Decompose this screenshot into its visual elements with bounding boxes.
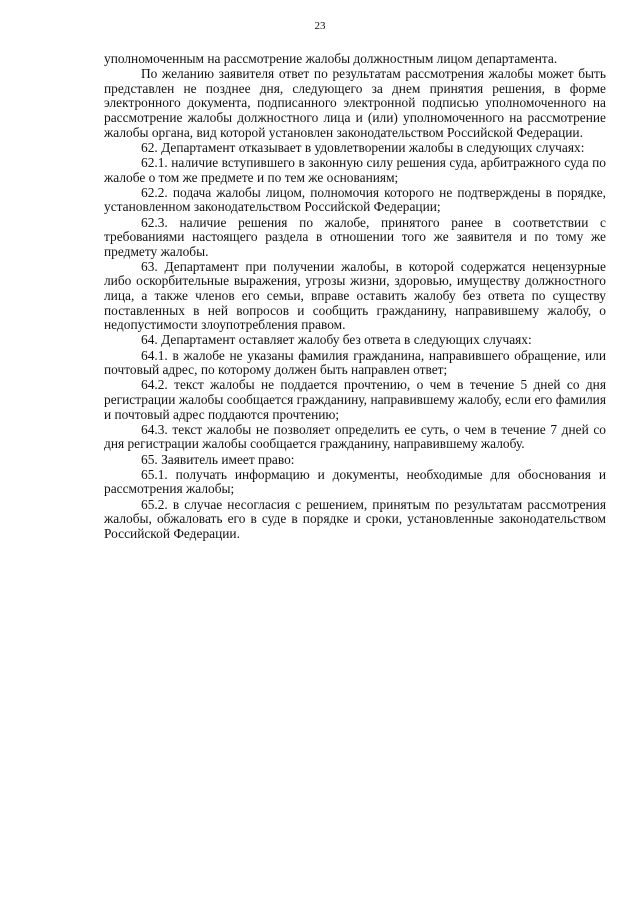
paragraph-64: 64. Департамент оставляет жалобу без ответа в следующих случаях:	[141, 332, 532, 348]
paragraph-63: 63. Департамент при получении жалобы, в которой содержатся нецензурные либо оскорбительные выражения, угрозы жизни, здоровью, имуществу должностного лица, а также членов его семьи, вправе оставить жалобу без ответа по существу поставленных в ней вопросов и сообщить гражданину, направившему жалобу, о недопустимости злоупотребления правом.	[104, 258, 606, 333]
paragraph-62-1: 62.1. наличие вступившего в законную силу решения суда, арбитражного суда по жалобе о том же предмете и по тем же основаниям;	[104, 154, 606, 185]
paragraph-62-3: 62.3. наличие решения по жалобе, принятого ранее в соответствии с требованиями настоящего раздела в отношении того же заявителя и по тому же предмету жалобы.	[104, 214, 606, 259]
paragraph-62-2: 62.2. подача жалобы лицом, полномочия которого не подтверждены в порядке, установленном законодательством Российской Федерации;	[104, 184, 606, 215]
paragraph-65: 65. Заявитель имеет право:	[141, 451, 295, 467]
paragraph-65-1: 65.1. получать информацию и документы, необходимые для обоснования и рассмотрения жалобы;	[104, 466, 606, 497]
document-body	[104, 52, 606, 542]
paragraph-62: 62. Департамент отказывает в удовлетворении жалобы в следующих случаях:	[141, 139, 585, 155]
paragraph-64-1: 64.1. в жалобе не указаны фамилия гражданина, направившего обращение, или почтовый адрес, по которому должен быть направлен ответ;	[104, 347, 606, 378]
paragraph-64-2: 64.2. текст жалобы не поддается прочтению, о чем в течение 5 дней со дня регистрации жалобы сообщается гражданину, направившему жалобу, если его фамилия и почтовый адрес поддаются прочтению;	[104, 377, 606, 422]
paragraph-64-3: 64.3. текст жалобы не позволяет определить ее суть, о чем в течение 7 дней со дня регистрации жалобы сообщается гражданину, направившему жалобу.	[104, 421, 606, 452]
paragraph-continuation: уполномоченным на рассмотрение жалобы должностным лицом департамента.	[104, 51, 558, 66]
page-number: 23	[314, 20, 326, 32]
paragraph-65-2: 65.2. в случае несогласия с решением, принятым по результатам рассмотрения жалобы, обжаловать его в суде в порядке и сроки, установленные законодательством Российской Федерации.	[104, 496, 606, 541]
paragraph-response-form: По желанию заявителя ответ по результатам рассмотрения жалобы может быть представлен не позднее дня, следующего за днем принятия решения, в форме электронного документа, подписанного электронной подписью уполномоченного на рассмотрение жалобы должностного лица и (или) уполномоченного на рассмотрение жалобы органа, вид которой установлен законодательством Российской Федерации.	[104, 66, 606, 140]
